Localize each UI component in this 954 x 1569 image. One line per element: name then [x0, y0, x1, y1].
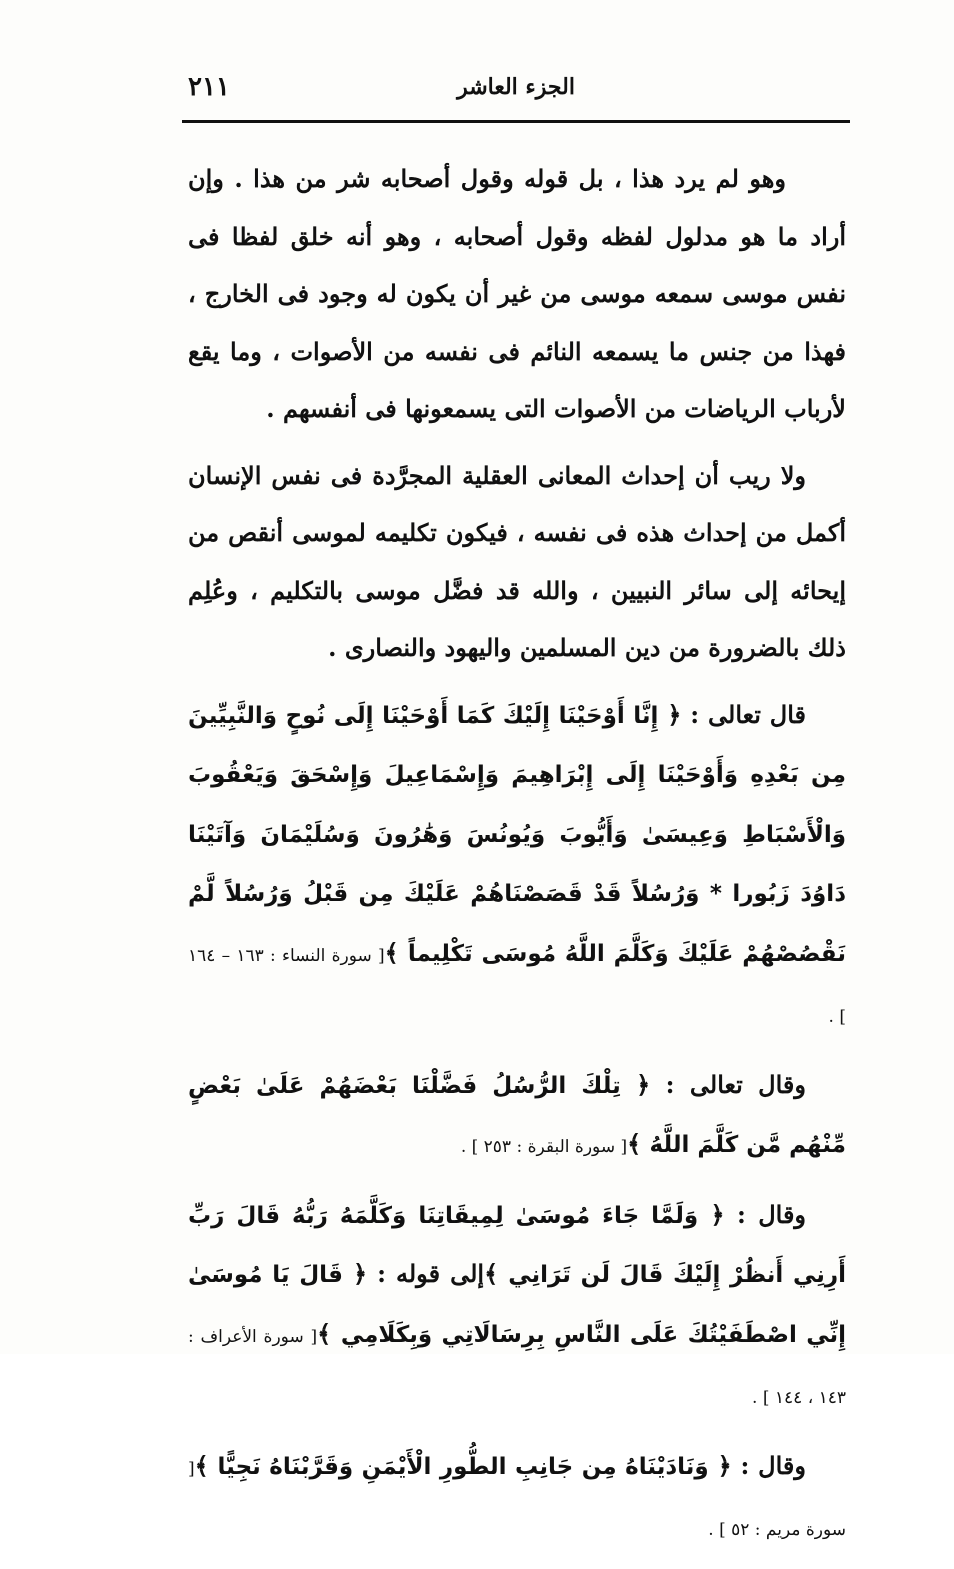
quran-verse: قَالَ يَا مُوسَىٰ إِنِّي اصْطَفَيْتُكَ عَلَى النَّاسِ بِرِسَالَاتِي وَبِكَلَامِي	[188, 1262, 846, 1348]
quran-verse: تِلْكَ الرُّسُلُ فَضَّلْنَا بَعْضَهُمْ عَلَىٰ بَعْضٍ مِّنْهُم مَّن كَلَّمَ اللَّهُ	[188, 1072, 846, 1158]
quran-open-bracket: ﴿	[667, 700, 682, 729]
quran-open-bracket: ﴿	[717, 1451, 732, 1480]
paragraph: ولا ريب أن إحداث المعانى العقلية المجرَّدة فى نفس الإنسان أكمل من إحداث هذه فى نفسه ، فيكون تكليمه لموسى أنقص من إيحائه إلى سائر النبيين ، والله قد فضَّل موسى بالتكليم ، وعُلِم ذلك بالضرورة من دين المسلمين واليهود والنصارى .	[188, 460, 846, 662]
citation-middle: إلى قوله :	[377, 1259, 485, 1288]
paragraph: وهو لم يرد هذا ، بل قوله وقول أصحابه شر من هذا . وإن أراد ما هو مدلول لفظه وقول أصحابه ، وهو أنه خلق لفظا فى نفس موسى سمعه موسى من غير أن يكون له وجود فى الخارج ، فهذا من جنس ما يسمعه النائم فى نفسه من الأصوات ، وما يقع لأرباب الرياضات من الأصوات التى يسمعونها فى أنفسهم .	[188, 164, 846, 423]
header-title: الجزء العاشر	[457, 74, 575, 100]
citation-intro: وقال :	[740, 1450, 806, 1480]
quran-close-bracket: ﴾	[317, 1319, 332, 1348]
citation-4	[188, 1437, 846, 1560]
page-body	[188, 150, 846, 1569]
quran-verse: وَنَادَيْنَاهُ مِن جَانِبِ الطُّورِ الْأَيْمَنِ وَقَرَّبْنَاهُ نَجِيًّا	[217, 1453, 709, 1480]
quran-verse: وَلَمَّا جَاءَ مُوسَىٰ لِمِيقَاتِنَا وَكَلَّمَهُ رَبُّهُ قَالَ رَبِّ أَرِنِي أَنظُرْ إِلَيْكَ قَالَ لَن تَرَانِي	[188, 1202, 847, 1288]
quran-open-bracket: ﴿	[710, 1200, 725, 1229]
surah-reference: [ سورة النساء : ١٦٣ – ١٦٤ ] .	[188, 945, 846, 1027]
citation-3	[188, 1186, 846, 1428]
quran-verse: إِنَّا أَوْحَيْنَا إِلَيْكَ كَمَا أَوْحَيْنَا إِلَى نُوحٍ وَالنَّبِيِّينَ مِن بَعْدِهِ وَأَوْحَيْنَا إِلَى إِبْرَاهِيمَ وَإِسْمَاعِيلَ وَإِسْحَقَ وَيَعْقُوبَ وَالْأَسْبَاطِ وَعِيسَىٰ وَأَيُّوبَ وَيُونُسَ وَهَٰرُونَ وَسُلَيْمَانَ وَآتَيْنَا دَاوُدَ زَبُورا * وَرُسُلاً قَدْ قَصَصْنَاهُمْ عَلَيْكَ مِن قَبْلُ وَرُسُلاً لَّمْ نَقْصُصْهُمْ عَلَيْكَ وَكَلَّمَ اللَّهُ مُوسَى تَكْلِيماً	[188, 702, 846, 967]
page-number: ٢١١	[188, 72, 230, 102]
citation-1	[188, 686, 846, 1047]
quran-open-bracket: ﴿	[352, 1260, 368, 1288]
quran-open-bracket: ﴿	[636, 1070, 651, 1099]
surah-reference: [ سورة مريم : ٥٢ ] .	[188, 1458, 846, 1540]
citation-intro: وقال تعالى :	[665, 1069, 806, 1099]
citation-2	[188, 1056, 846, 1177]
surah-reference: [ سورة الأعراف : ١٤٣ ، ١٤٤ ] .	[188, 1326, 846, 1408]
citation-intro: قال تعالى :	[690, 699, 807, 729]
quran-close-bracket: ﴾	[484, 1260, 499, 1288]
quran-close-bracket: ﴾	[384, 938, 399, 967]
surah-reference: [ سورة البقرة : ٢٥٣ ] .	[460, 1137, 628, 1157]
citation-intro: وقال :	[736, 1199, 807, 1229]
header-rule	[182, 120, 850, 123]
quran-close-bracket: ﴾	[627, 1130, 642, 1158]
page-header	[182, 64, 850, 120]
quran-close-bracket: ﴾	[194, 1451, 209, 1480]
